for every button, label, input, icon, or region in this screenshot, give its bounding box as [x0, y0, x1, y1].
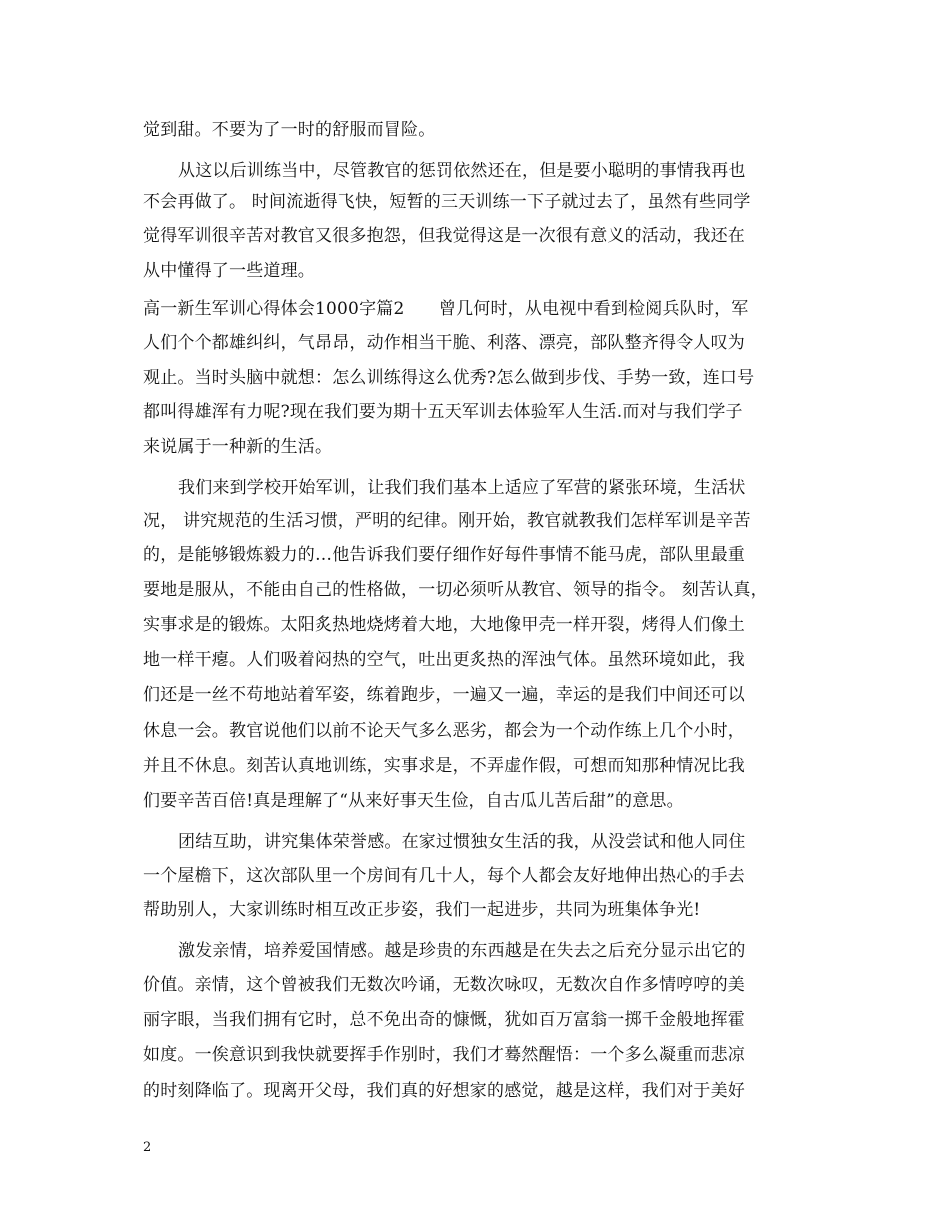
section-heading-line: 高一新生军训心得体会1000字篇2 曾几何时，从电视中看到检阅兵队时，军 — [143, 299, 749, 319]
text-line: 们还是一丝不苟地站着军姿，练着跑步，一遍又一遍，幸运的是我们中间还可以 — [143, 685, 745, 705]
text-line: 都叫得雄浑有力呢?现在我们要为期十五天军训去体验军人生活.而对与我们学子 — [143, 402, 743, 422]
text-line: 觉到甜。不要为了一时的舒服而冒险。 — [143, 120, 436, 140]
text-line: 帮助别人，大家训练时相互改正步姿，我们一起进步，共同为班集体争光! — [143, 900, 701, 920]
text-line: 不会再做了。 时间流逝得飞快，短暂的三天训练一下子就过去了，虽然有些同学 — [143, 192, 751, 212]
text-line: 丽字眼，当我们拥有它时，总不免出奇的慷慨，犹如百万富翁一掷千金般地挥霍 — [143, 1010, 745, 1030]
text-line: 的时刻降临了。现离开父母，我们真的好想家的感觉，越是这样，我们对于美好 — [143, 1081, 745, 1101]
text-line: 价值。亲情，这个曾被我们无数次吟诵，无数次咏叹，无数次自作多情哼哼的美 — [143, 975, 745, 995]
text-line: 观止。当时头脑中就想：怎么训练得这么优秀?怎么做到步伐、手势一致，连口号 — [143, 368, 755, 388]
text-line: 觉得军训很辛苦对教官又很多抱怨，但我觉得这是一次很有意义的活动，我还在 — [143, 226, 745, 246]
text-line: 况， 讲究规范的生活习惯，严明的纪律。刚开始，教官就教我们怎样军训是辛苦 — [143, 511, 751, 531]
text-line: 激发亲情，培养爱国情感。越是珍贵的东西越是在失去之后充分显示出它的 — [178, 941, 746, 961]
text-line: 们要辛苦百倍!真是理解了“从来好事天生俭，自古瓜儿苦后甜”的意思。 — [143, 791, 684, 811]
text-line: 人们个个都雄纠纠，气昂昂，动作相当干脆、利落、漂亮，部队整齐得令人叹为 — [143, 333, 745, 353]
text-line: 来说属于一种新的生活。 — [143, 437, 333, 457]
text-line: 团结互助，讲究集体荣誉感。在家过惯独女生活的我，从没尝试和他人同住 — [178, 832, 746, 852]
text-line: 并且不休息。刻苦认真地训练，实事求是，不弄虚作假，可想而知那种情况比我 — [143, 756, 745, 776]
text-line: 要地是服从，不能由自己的性格做，一切必须听从教官、领导的指令。 刻苦认真， — [143, 580, 768, 600]
text-line: 从这以后训练当中，尽管教官的惩罚依然还在，但是要小聪明的事情我再也 — [178, 161, 746, 181]
text-line: 休息一会。教官说他们以前不论天气多么恶劣，都会为一个动作练上几个小时， — [143, 721, 745, 741]
text-line: 从中懂得了一些道理。 — [143, 261, 315, 281]
text-line: 我们来到学校开始军训，让我们我们基本上适应了军营的紧张环境，生活状 — [178, 478, 746, 498]
text-line: 实事求是的锻炼。太阳炙热地烧烤着大地，大地像甲壳一样开裂，烤得人们像土 — [143, 615, 745, 635]
text-line: 一个屋檐下，这次部队里一个房间有几十人，每个人都会友好地伸出热心的手去 — [143, 866, 745, 886]
text-line: 的，是能够锻炼毅力的…他告诉我们要仔细作好每件事情不能马虎，部队里最重 — [143, 545, 745, 565]
page-number: 2 — [143, 1140, 152, 1155]
text-line: 地一样干瘪。人们吸着闷热的空气，吐出更炙热的浑浊气体。虽然环境如此，我 — [143, 650, 745, 670]
text-line: 如度。一俟意识到我快就要挥手作别时，我们才蓦然醒悟：一个多么凝重而悲凉 — [143, 1045, 745, 1065]
